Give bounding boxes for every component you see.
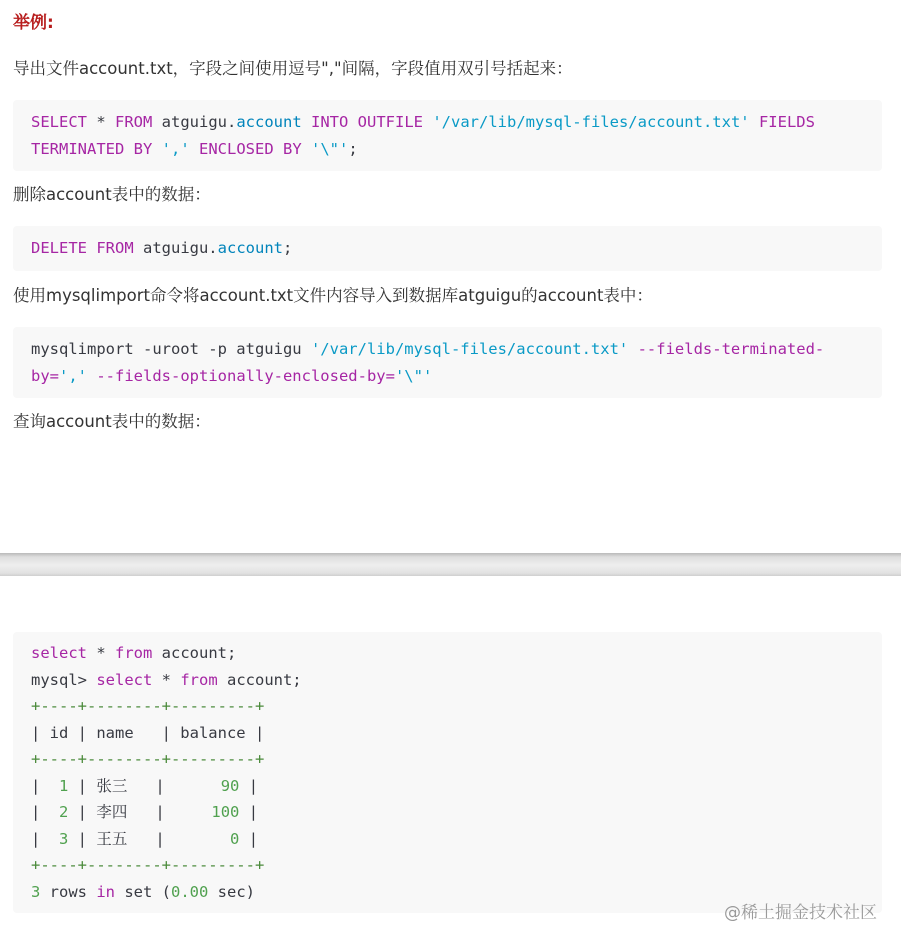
row-name: 张三 (96, 776, 128, 795)
code-text (190, 140, 199, 158)
row-text: | (68, 776, 97, 795)
code-keyword: from (180, 670, 218, 689)
code-string: ',' (59, 366, 87, 385)
row-id: 1 (59, 776, 69, 795)
code-string: '/var/lib/mysql-files/account.txt' (310, 340, 629, 358)
code-keyword: select (96, 670, 153, 689)
code-string: '\"' (311, 139, 349, 158)
row-balance: 0 (230, 829, 240, 848)
code-text: account; (217, 670, 302, 689)
row-name: 王五 (96, 829, 128, 848)
row-text: | (127, 803, 212, 821)
code-text: * (87, 644, 115, 662)
import-description: 使用mysqlimport命令将account.txt文件内容导入到数据库atguigu的account表中： (13, 286, 653, 305)
code-text: sec) (208, 882, 256, 901)
row-text: | (127, 829, 231, 848)
code-option: --fields-optionally-enclosed-by= (96, 366, 395, 385)
row-text: | (31, 803, 59, 821)
code-keyword: FROM (115, 113, 153, 131)
table-row (31, 830, 258, 848)
code-keyword: SELECT (31, 113, 87, 131)
export-code-block (13, 100, 882, 171)
code-option: --fields-terminated- (637, 340, 825, 358)
row-text: | (239, 829, 259, 848)
watermark: @稀土掘金技术社区 (724, 903, 877, 923)
row-balance: 90 (220, 776, 240, 795)
table-row (31, 803, 258, 821)
code-keyword: in (96, 882, 116, 901)
code-string: ',' (161, 139, 190, 158)
row-text: | (68, 803, 97, 821)
code-text: mysqlimport -uroot -p atguigu (31, 340, 311, 358)
code-keyword: from (115, 644, 153, 662)
code-keyword: TERMINATED BY (31, 139, 153, 158)
mysql-prompt: mysql> (31, 670, 97, 689)
code-text (302, 113, 311, 131)
code-keyword: select (31, 644, 87, 662)
import-code-block (13, 327, 882, 398)
row-text: | (239, 776, 259, 795)
code-text (750, 113, 759, 131)
code-keyword: FIELDS (758, 113, 815, 131)
row-text: | (31, 776, 59, 795)
export-description: 导出文件account.txt，字段之间使用逗号","间隔，字段值用双引号括起来： (13, 59, 573, 78)
code-string: '\"' (394, 366, 433, 385)
code-text (302, 140, 311, 158)
code-option: by= (31, 366, 59, 385)
code-keyword: INTO OUTFILE (311, 113, 423, 131)
row-name: 李四 (96, 803, 128, 821)
row-balance: 100 (211, 803, 240, 821)
code-text: rows (40, 882, 97, 901)
code-text (87, 367, 96, 385)
table-border: +----+--------+---------+ (31, 856, 265, 874)
row-text: | (68, 829, 97, 848)
code-text: atguigu. (133, 239, 218, 257)
row-text: | (31, 829, 59, 848)
code-text (628, 340, 637, 358)
code-string: '/var/lib/mysql-files/account.txt' (432, 113, 750, 131)
table-header: | id | name | balance | (31, 723, 265, 742)
page-break (0, 553, 901, 576)
table-row (31, 777, 258, 795)
row-count: 3 (31, 882, 41, 901)
table-border: +----+--------+---------+ (31, 750, 265, 768)
delete-code-block (13, 226, 882, 271)
row-id: 2 (59, 803, 69, 821)
code-text: * (87, 113, 115, 131)
delete-description: 删除account表中的数据： (13, 185, 211, 204)
code-text: account; (152, 644, 237, 662)
table-border: +----+--------+---------+ (31, 697, 265, 715)
code-text: ; (282, 239, 293, 257)
code-keyword: ENCLOSED BY (199, 139, 302, 158)
code-text (423, 113, 432, 131)
code-text: set ( (115, 882, 172, 901)
code-text: atguigu. (152, 113, 237, 131)
code-table-name: account (236, 113, 302, 131)
query-result-code-block (13, 632, 882, 913)
code-table-name: account (217, 239, 283, 257)
code-text (152, 140, 161, 158)
code-text: ; (348, 139, 358, 158)
query-time: 0.00 (171, 882, 209, 901)
query-description: 查询account表中的数据： (13, 412, 211, 431)
row-text: | (127, 776, 221, 795)
code-keyword: DELETE FROM (31, 239, 134, 257)
example-heading: 举例: (13, 13, 54, 33)
row-text: | (239, 803, 259, 821)
row-id: 3 (59, 829, 69, 848)
code-text: * (152, 670, 181, 689)
